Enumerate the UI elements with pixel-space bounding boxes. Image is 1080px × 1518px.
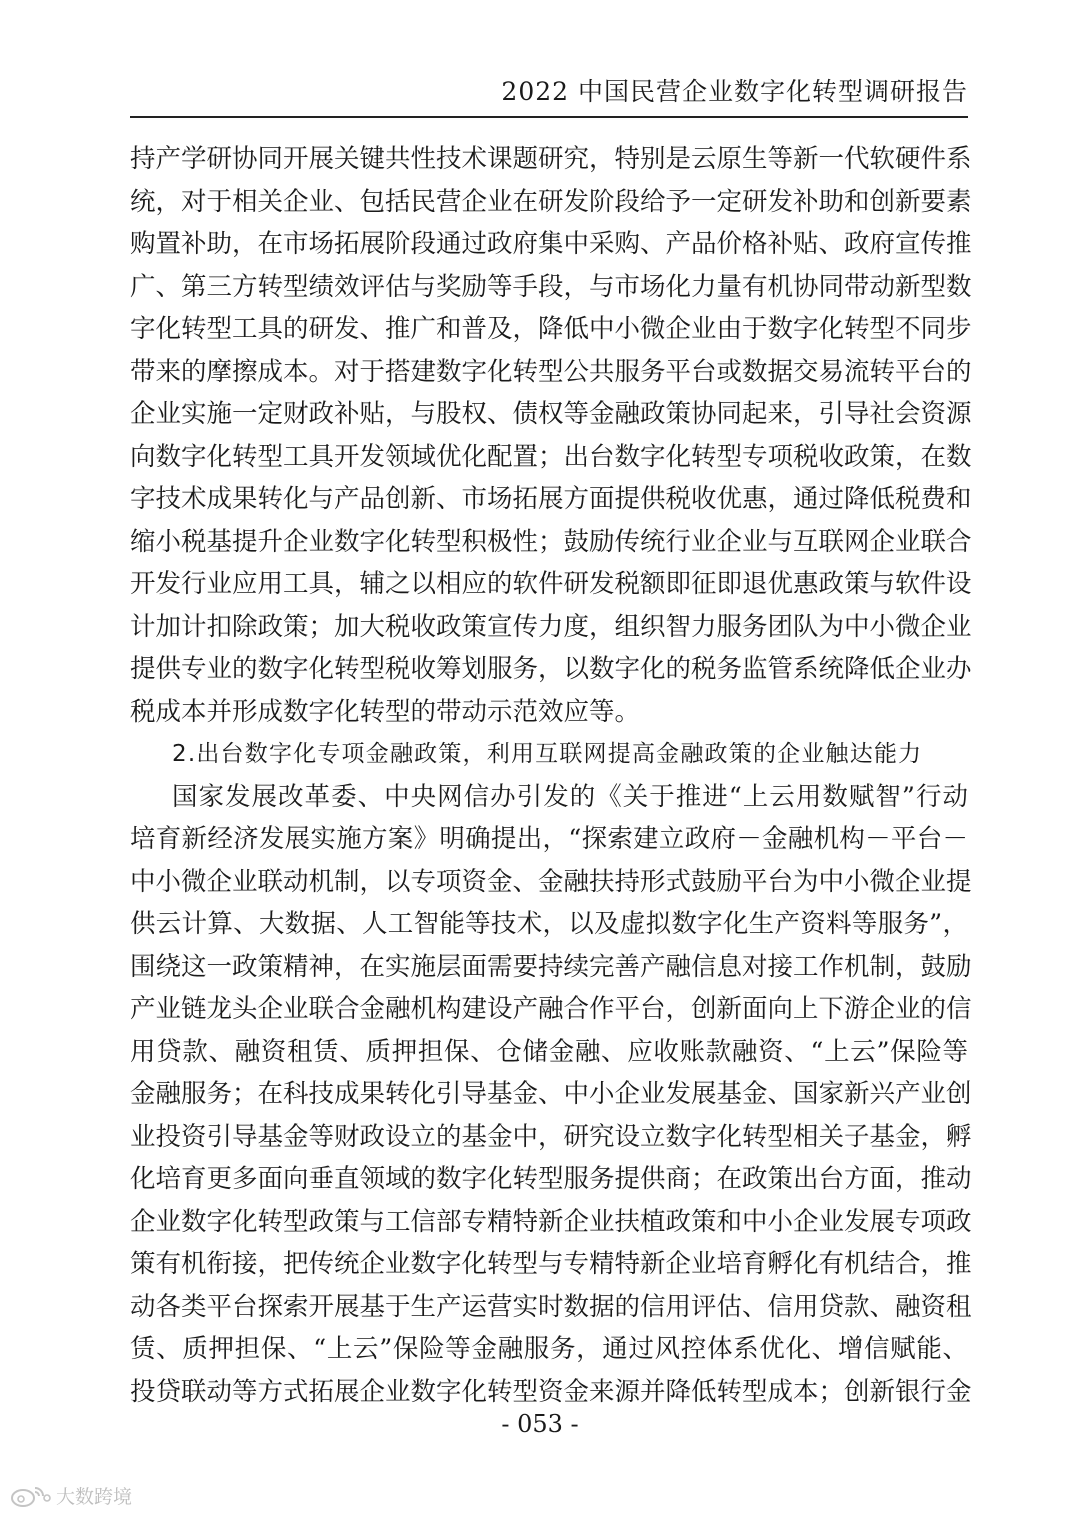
text-line: 投贷联动等方式拓展企业数字化转型资金来源并降低转型成本；创新银行金 bbox=[130, 1376, 972, 1407]
text-line: 开发行业应用工具，辅之以相应的软件研发税额即征即退优惠政策与软件设 bbox=[130, 569, 972, 599]
weibo-logo-icon bbox=[8, 1484, 52, 1508]
watermark-text: 大数跨境 bbox=[56, 1486, 133, 1508]
text-line: 缩小税基提升企业数字化转型积极性；鼓励传统行业企业与互联网企业联合 bbox=[130, 526, 972, 557]
text-line: 字化转型工具的研发、推广和普及，降低中小微企业由于数字化转型不同步 bbox=[130, 314, 972, 344]
watermark bbox=[8, 1482, 132, 1509]
text-line: 企业数字化转型政策与工信部专精特新企业扶植政策和中小企业发展专项政 bbox=[130, 1206, 972, 1237]
text-line: 计加计扣除政策；加大税收政策宣传力度，组织智力服务团队为中小微企业 bbox=[130, 611, 972, 642]
text-line: 企业实施一定财政补贴，与股权、债权等金融政策协同起来，引导社会资源 bbox=[130, 399, 972, 429]
text-line: 产业链龙头企业联合金融机构建设产融合作平台，创新面向上下游企业的信 bbox=[130, 994, 972, 1024]
running-header bbox=[130, 72, 968, 118]
text-line: 统，对于相关企业、包括民营企业在研发阶段给予一定研发补助和创新要素 bbox=[130, 186, 972, 217]
text-line: 金融服务；在科技成果转化引导基金、中小企业发展基金、国家新兴产业创 bbox=[130, 1079, 972, 1109]
text-line: 持产学研协同开展关键共性技术课题研究，特别是云原生等新一代软硬件系 bbox=[130, 144, 972, 174]
body-text bbox=[130, 138, 972, 1413]
text-line: 字技术成果转化与产品创新、市场拓展方面提供税收优惠，通过降低税费和 bbox=[130, 484, 972, 514]
text-line: 培育新经济发展实施方案》明确提出，“探索建立政府－金融机构－平台－ bbox=[130, 824, 968, 854]
text-line: 用贷款、融资租赁、质押担保、仓储金融、应收账款融资、“上云”保险等 bbox=[130, 1036, 968, 1067]
text-line: 提供专业的数字化转型税收筹划服务，以数字化的税务监管系统降低企业办 bbox=[130, 654, 972, 684]
text-line: 中小微企业联动机制，以专项资金、金融扶持形式鼓励平台为中小微企业提 bbox=[130, 866, 972, 897]
text-line: 带来的摩擦成本。对于搭建数字化转型公共服务平台或数据交易流转平台的 bbox=[130, 356, 972, 387]
text-line: 动各类平台探索开展基于生产运营实时数据的信用评估、信用贷款、融资租 bbox=[130, 1291, 972, 1322]
text-line: 赁、质押担保、“上云”保险等金融服务，通过风控体系优化、增信赋能、 bbox=[130, 1334, 968, 1364]
text-line: 供云计算、大数据、人工智能等技术，以及虚拟数字化生产资料等服务”， bbox=[130, 909, 968, 939]
page-number: - 053 - bbox=[501, 1410, 579, 1438]
text-line: 围绕这一政策精神，在实施层面需要持续完善产融信息对接工作机制，鼓励 bbox=[130, 951, 972, 982]
text-line: 业投资引导基金等财政设立的基金中，研究设立数字化转型相关子基金，孵 bbox=[130, 1121, 972, 1152]
header-title: 2022 中国民营企业数字化转型调研报告 bbox=[501, 77, 968, 106]
text-line: 向数字化转型工具开发领域优化配置；出台数字化转型专项税收政策，在数 bbox=[130, 441, 972, 472]
section-heading: 2.出台数字化专项金融政策，利用互联网提高金融政策的企业触达能力 bbox=[172, 741, 923, 767]
text-line: 广、第三方转型绩效评估与奖励等手段，与市场化力量有机协同带动新型数 bbox=[130, 271, 972, 302]
text-line: 税成本并形成数字化转型的带动示范效应等。 bbox=[130, 696, 641, 727]
text-line: 策有机衔接，把传统企业数字化转型与专精特新企业培育孵化有机结合，推 bbox=[130, 1249, 972, 1279]
text-line: 购置补助，在市场拓展阶段通过政府集中采购、产品价格补贴、政府宣传推 bbox=[130, 229, 972, 259]
text-line: 国家发展改革委、中央网信办引发的《关于推进“上云用数赋智”行动 bbox=[172, 781, 968, 812]
text-line: 化培育更多面向垂直领域的数字化转型服务提供商；在政策出台方面，推动 bbox=[130, 1164, 972, 1194]
